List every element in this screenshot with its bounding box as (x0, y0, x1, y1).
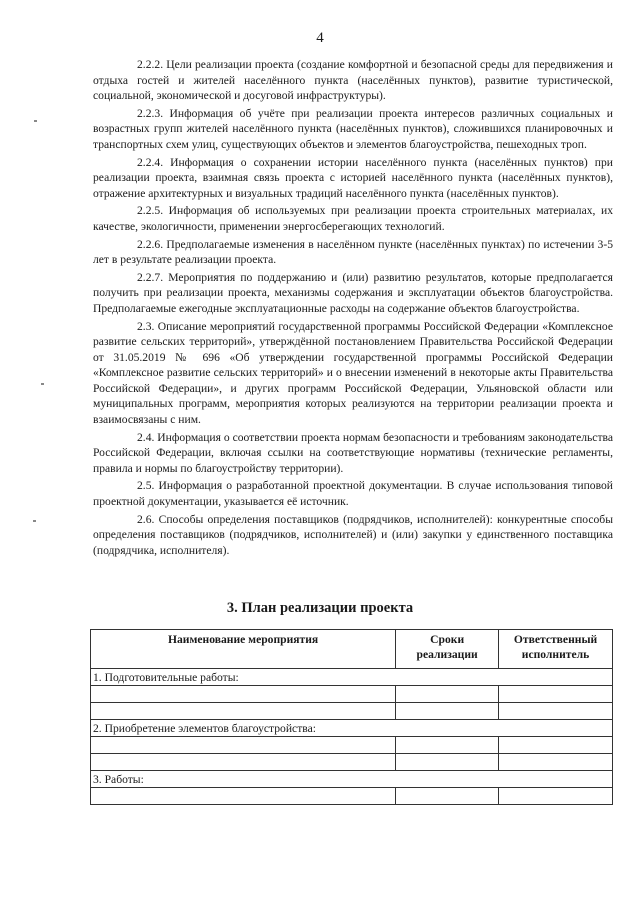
table-row (91, 771, 613, 788)
table-row (91, 754, 613, 771)
paragraph-2-2-7: 2.2.7. Мероприятия по поддержанию и (или) развитию результатов, которые предполагается получить при реализации проекта, механизмы содержания и эксплуатации объектов благоустройства. Предполагаемые ежегодные эксплуатационные расходы на содержание объектов благоустройства. (93, 270, 613, 315)
paragraph-2-4: 2.4. Информация о соответствии проекта нормам безопасности и требованиям законодательства Российской Федерации, включая ссылки на соответствующие нормативы (технические регламенты, правила и нормы по благоустройству территории). (93, 430, 613, 475)
group-row-label: 1. Подготовительные работы: (91, 669, 613, 686)
paragraph-2-2-6: 2.2.6. Предполагаемые изменения в населённом пункте (населённых пунктах) по истечении 3-5 лет в результате реализации проекта. (93, 237, 613, 267)
table-cell (91, 788, 396, 805)
table-cell (396, 703, 499, 720)
table-header-row (91, 630, 613, 669)
table-row (91, 686, 613, 703)
table-cell (499, 788, 613, 805)
header-deadlines: Сроки реализации (396, 630, 499, 669)
header-responsible: Ответственный исполнитель (499, 630, 613, 669)
table-cell (396, 686, 499, 703)
plan-table (90, 629, 613, 805)
table-row (91, 703, 613, 720)
table-cell (396, 737, 499, 754)
group-row-label: 2. Приобретение элементов благоустройства: (91, 720, 613, 737)
paragraph-2-5: 2.5. Информация о разработанной проектной документации. В случае использования типовой проектной документации, указывается её источник. (93, 479, 613, 509)
section-heading: 3. План реализации проекта (226, 600, 414, 616)
table-cell (91, 703, 396, 720)
scan-mark (33, 520, 36, 522)
table-cell (499, 754, 613, 771)
table-cell (396, 788, 499, 805)
table-row (91, 788, 613, 805)
table-cell (91, 754, 396, 771)
group-row-label: 3. Работы: (91, 771, 613, 788)
page-number: 4 (316, 30, 324, 46)
table-cell (396, 754, 499, 771)
paragraph-2-3: 2.3. Описание мероприятий государственной программы Российской Федерации «Комплексное развитие сельских территорий», утверждённой постановлением Правительства Российской Федерации от 31.05.2019 № 696 «Об утверждении государственной программы Российской Федерации «Комплексное развитие сельских территорий» и о внесении изменений в некоторые акты Правительства Российской Федерации», и других программ Российской Федерации, Ульяновской области или муниципальных программ, мероприятия которых реализуются на территории реализации проекта и взаимосвязаны с ним. (93, 319, 613, 427)
table-row (91, 669, 613, 686)
scan-mark (34, 120, 37, 122)
paragraph-2-2-3: 2.2.3. Информация об учёте при реализации проекта интересов различных социальных и возрастных групп жителей населённого пункта (населённых пунктов), сложившихся планировочных и транспортных схем улиц, существующих объектов и элементов благоустройства, пешеходных троп. (93, 106, 613, 151)
paragraph-2-2-2: 2.2.2. Цели реализации проекта (создание комфортной и безопасной среды для передвижения и отдыха гостей и жителей населённого пункта (населённых пунктов), развитие туристической, социальной, экономической и досуговой инфраструктуры). (93, 58, 613, 103)
paragraph-2-2-4: 2.2.4. Информация о сохранении истории населённого пункта (населённых пунктов) при реализации проекта, взаимная связь проекта с историей населённого пункта (населённых пунктов), отражение архитектурных и визуальных традиций населённого пункта (населённых пунктов). (93, 155, 613, 200)
table-cell (499, 703, 613, 720)
table-cell (499, 686, 613, 703)
table-row (91, 720, 613, 737)
table-cell (91, 737, 396, 754)
table-row (91, 737, 613, 754)
scan-mark (41, 383, 44, 385)
table-cell (499, 737, 613, 754)
paragraph-2-6: 2.6. Способы определения поставщиков (подрядчиков, исполнителей): конкурентные способы определения поставщиков (подрядчиков, исполнителей) и (или) закупки у единственного поставщика (подрядчика, исполнителя). (93, 512, 613, 557)
table-cell (91, 686, 396, 703)
document-body (93, 57, 613, 560)
paragraph-2-2-5: 2.2.5. Информация об используемых при реализации проекта строительных материалах, их качестве, экологичности, применении энергосберегающих технологий. (93, 204, 613, 233)
header-activity: Наименование мероприятия (91, 630, 396, 669)
